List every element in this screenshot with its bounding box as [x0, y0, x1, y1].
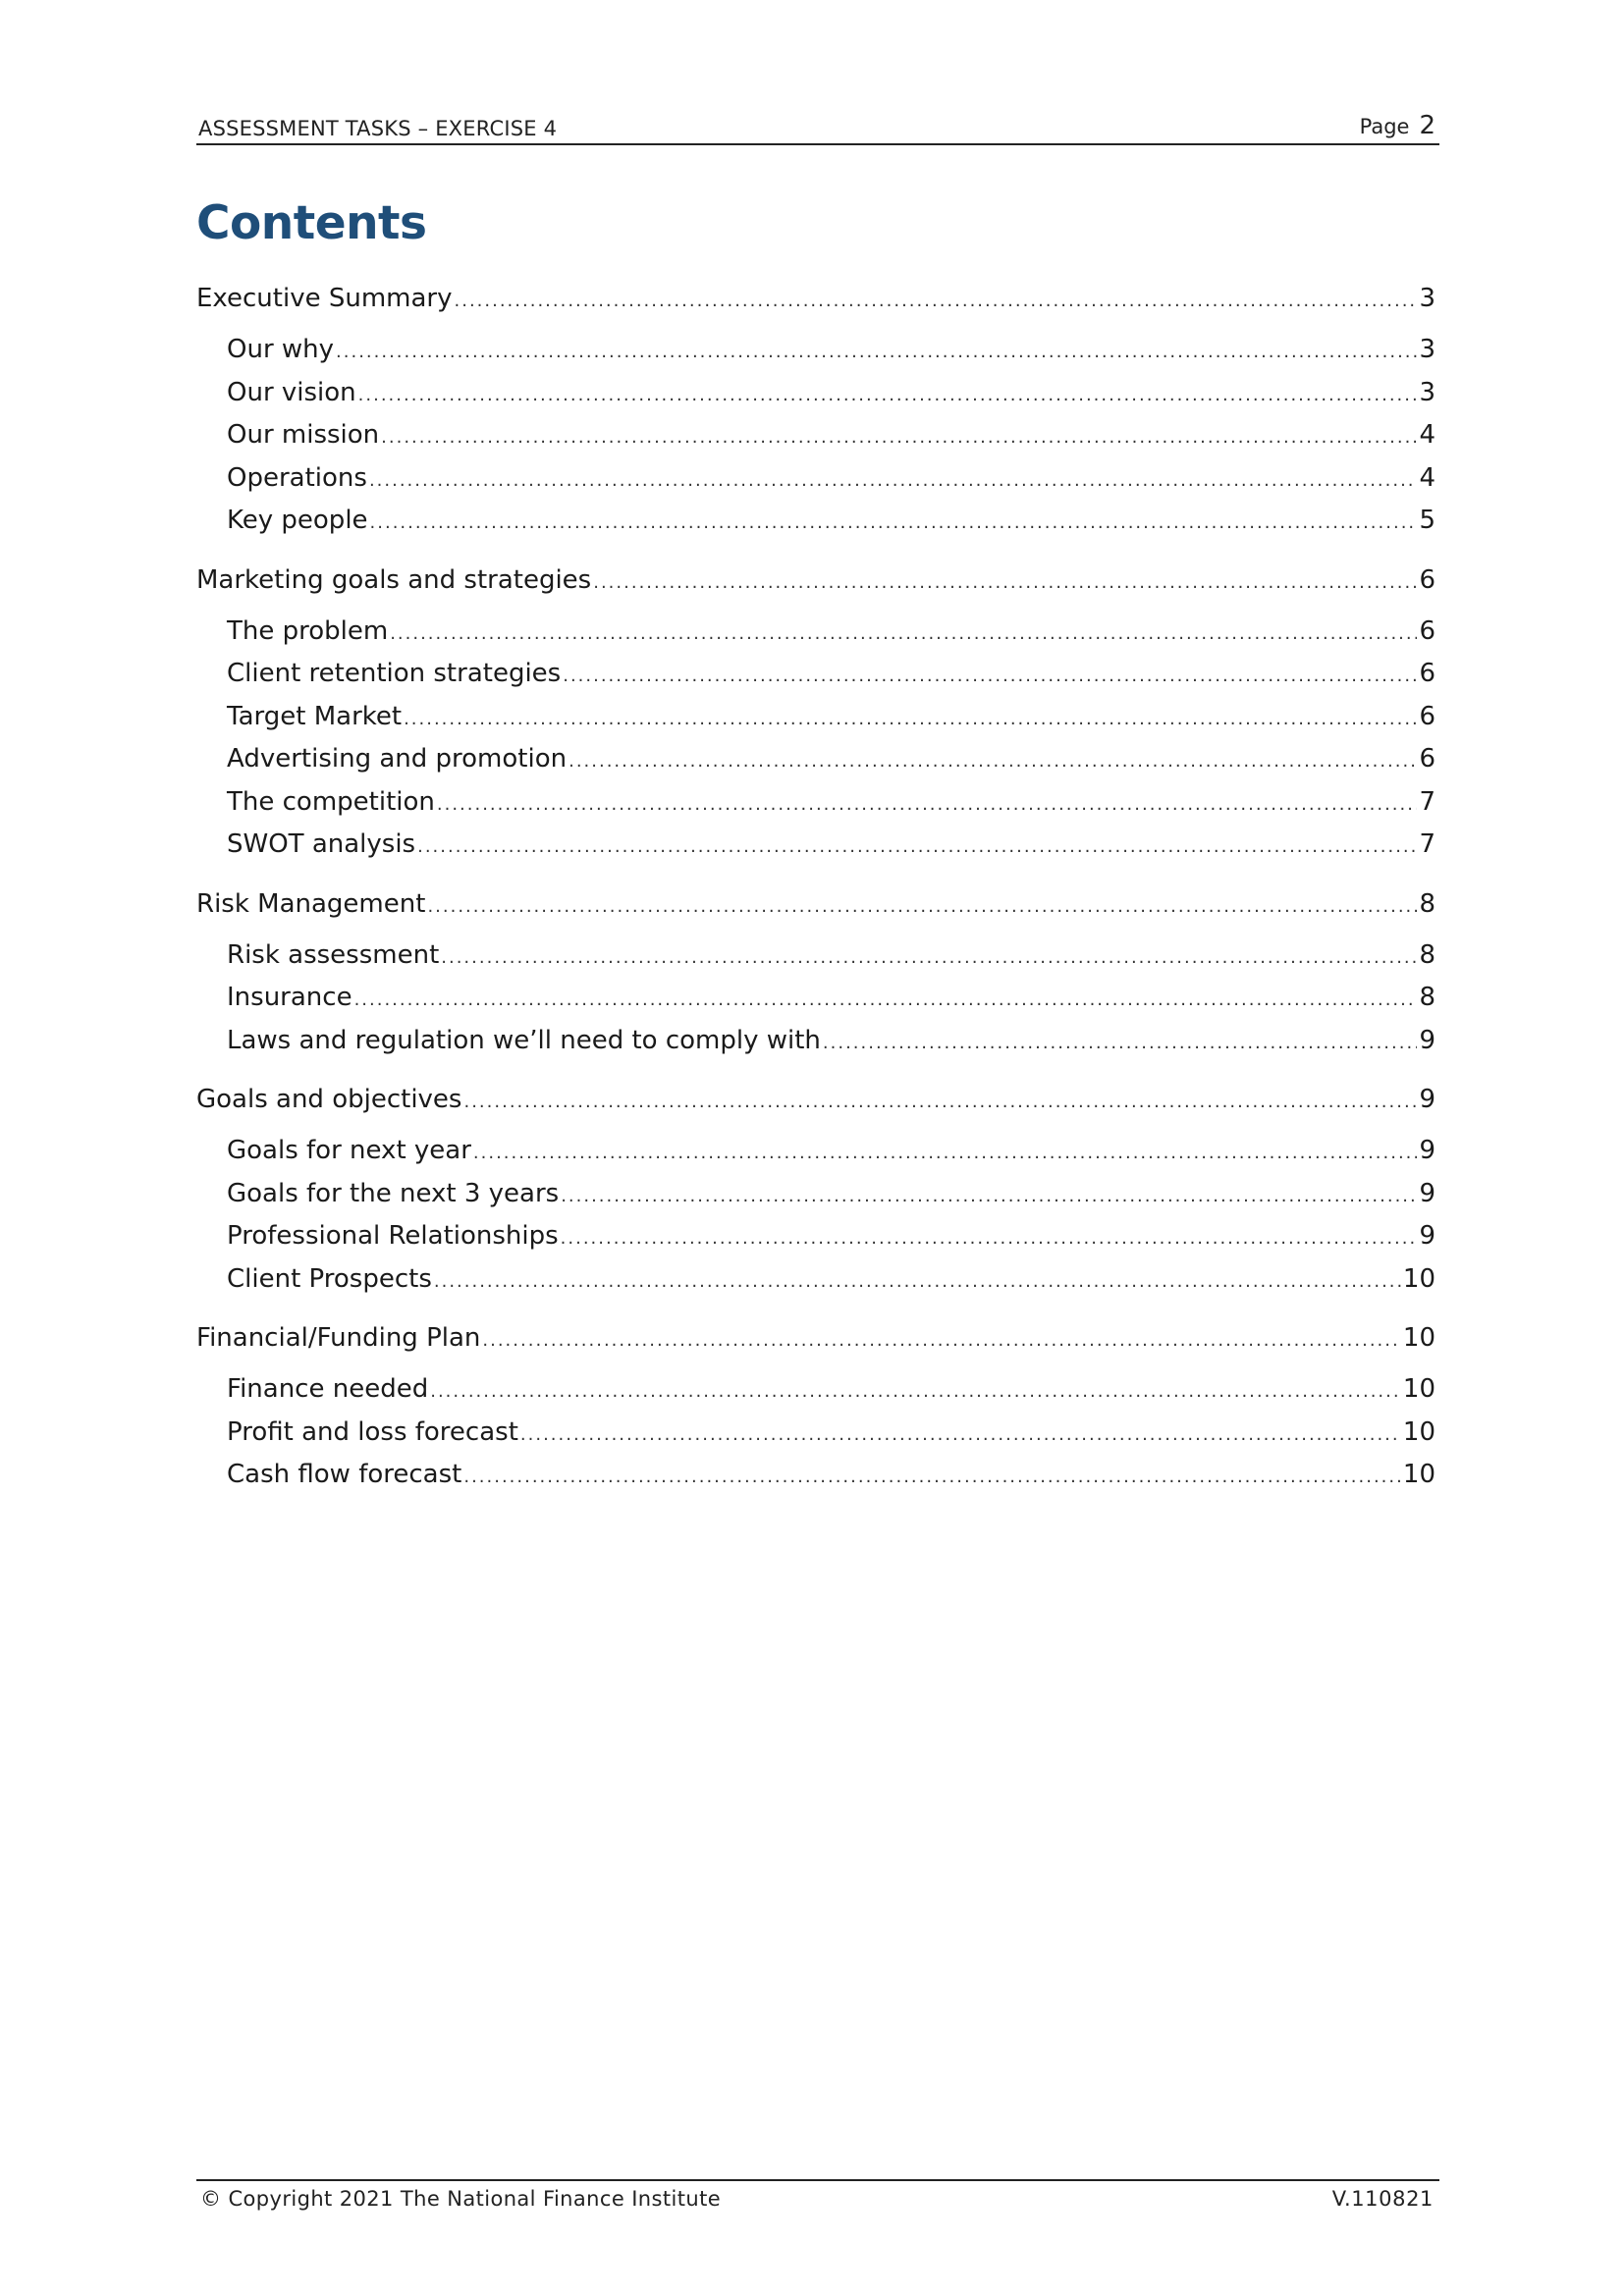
toc-entry-page-number: 7 — [1419, 829, 1435, 859]
toc-entry-label: Goals for next year — [227, 1136, 471, 1165]
toc-entry-label: Key people — [227, 506, 368, 535]
toc-subsection-entry[interactable] — [196, 934, 1439, 978]
toc-entry-page-number: 6 — [1419, 564, 1435, 595]
toc-dot-leader — [358, 374, 1418, 417]
toc-entry-label: Risk Management — [196, 888, 426, 919]
toc-entry-page-number: 10 — [1402, 1460, 1435, 1489]
toc-subsection-entry[interactable] — [196, 372, 1439, 415]
toc-dot-leader — [561, 1217, 1418, 1260]
toc-subsection-entry[interactable] — [196, 1368, 1439, 1412]
toc-section — [196, 277, 1439, 543]
toc-dot-leader — [430, 1370, 1401, 1414]
toc-dot-leader — [441, 936, 1417, 980]
toc-dot-leader — [593, 561, 1417, 605]
toc-subsection-entry[interactable] — [196, 1020, 1439, 1063]
header-page-number: 2 — [1419, 111, 1435, 140]
toc-dot-leader — [427, 884, 1417, 929]
toc-subsection-entry[interactable] — [196, 1215, 1439, 1258]
toc-subsection-entry[interactable] — [196, 329, 1439, 372]
toc-dot-leader — [482, 1318, 1401, 1362]
toc-dot-leader — [473, 1132, 1418, 1175]
toc-entry-label: SWOT analysis — [227, 829, 416, 859]
toc-entry-label: Profit and loss forecast — [227, 1416, 518, 1447]
toc-entry-page-number: 10 — [1402, 1263, 1435, 1294]
toc-dot-leader — [369, 459, 1418, 503]
toc-entry-page-number: 3 — [1419, 335, 1435, 364]
toc-subsection-entry[interactable] — [196, 1130, 1439, 1173]
toc-dot-leader — [354, 979, 1418, 1022]
toc-entry-label: Client retention strategies — [227, 659, 562, 688]
toc-entry-page-number: 3 — [1419, 377, 1435, 407]
toc-entry-page-number: 3 — [1419, 284, 1435, 313]
toc-section — [196, 559, 1439, 867]
toc-entry-page-number: 9 — [1419, 1085, 1435, 1114]
toc-section — [196, 882, 1439, 1063]
toc-dot-leader — [568, 740, 1417, 783]
toc-dot-leader — [381, 416, 1417, 459]
toc-dot-leader — [463, 1080, 1417, 1124]
toc-subsection-entry[interactable] — [196, 1258, 1439, 1302]
toc-entry-page-number: 8 — [1419, 939, 1435, 970]
header-title: ASSESSMENT TASKS – EXERCISE 4 — [198, 117, 558, 140]
toc-entry-label: Advertising and promotion — [227, 744, 568, 774]
contents-title: Contents — [196, 196, 427, 250]
toc-dot-leader — [437, 783, 1418, 827]
toc-subsection-entry[interactable] — [196, 738, 1439, 781]
toc-section-entry[interactable] — [196, 1316, 1439, 1361]
toc-entry-label: Finance needed — [227, 1374, 429, 1404]
toc-entry-label: Goals for the next 3 years — [227, 1178, 560, 1208]
toc-entry-label: Our why — [227, 335, 335, 364]
toc-subsection-entry[interactable] — [196, 611, 1439, 654]
toc-entry-page-number: 8 — [1419, 888, 1435, 919]
toc-entry-label: The problem — [227, 615, 389, 646]
toc-entry-page-number: 9 — [1419, 1221, 1435, 1251]
toc-subsection-entry[interactable] — [196, 781, 1439, 825]
toc-section-entry[interactable] — [196, 559, 1439, 603]
toc-subsection-entry[interactable] — [196, 457, 1439, 501]
toc-dot-leader — [823, 1022, 1418, 1065]
toc-entry-page-number: 7 — [1419, 786, 1435, 817]
toc-subsection-entry[interactable] — [196, 653, 1439, 696]
toc-entry-label: Operations — [227, 462, 367, 493]
toc-subsection-entry[interactable] — [196, 696, 1439, 739]
table-of-contents — [196, 277, 1439, 1513]
toc-entry-page-number: 8 — [1419, 983, 1435, 1012]
toc-entry-page-number: 10 — [1402, 1374, 1435, 1404]
toc-entry-page-number: 6 — [1419, 701, 1435, 731]
toc-entry-label: Financial/Funding Plan — [196, 1323, 481, 1353]
toc-entry-page-number: 10 — [1402, 1323, 1435, 1353]
toc-subsection-entry[interactable] — [196, 500, 1439, 543]
toc-entry-page-number: 4 — [1419, 420, 1435, 450]
page-footer — [196, 2179, 1439, 2215]
toc-entry-label: Risk assessment — [227, 939, 440, 970]
toc-dot-leader — [563, 655, 1417, 698]
toc-dot-leader — [561, 1175, 1417, 1218]
toc-subsection-entry[interactable] — [196, 824, 1439, 867]
toc-entry-page-number: 10 — [1402, 1416, 1435, 1447]
toc-entry-page-number: 9 — [1419, 1025, 1435, 1055]
toc-entry-label: Insurance — [227, 983, 352, 1012]
toc-dot-leader — [390, 613, 1417, 656]
toc-entry-page-number: 9 — [1419, 1178, 1435, 1208]
toc-dot-leader — [404, 698, 1417, 741]
toc-section — [196, 1316, 1439, 1497]
toc-entry-page-number: 5 — [1419, 506, 1435, 535]
toc-entry-label: Marketing goals and strategies — [196, 564, 592, 595]
page-header — [196, 111, 1439, 145]
toc-entry-label: Our mission — [227, 420, 380, 450]
toc-subsection-entry[interactable] — [196, 1412, 1439, 1455]
toc-entry-label: Target Market — [227, 701, 403, 731]
toc-section-entry[interactable] — [196, 1078, 1439, 1122]
toc-subsection-entry[interactable] — [196, 1454, 1439, 1497]
toc-entry-page-number: 6 — [1419, 744, 1435, 774]
toc-dot-leader — [336, 331, 1417, 374]
toc-section — [196, 1078, 1439, 1301]
toc-dot-leader — [463, 1456, 1401, 1499]
toc-entry-label: Professional Relationships — [227, 1221, 559, 1251]
toc-dot-leader — [434, 1260, 1401, 1304]
toc-entry-label: Goals and objectives — [196, 1085, 462, 1114]
toc-entry-page-number: 9 — [1419, 1136, 1435, 1165]
toc-dot-leader — [417, 826, 1417, 869]
toc-section-entry[interactable] — [196, 882, 1439, 927]
toc-entry-page-number: 6 — [1419, 659, 1435, 688]
toc-dot-leader — [455, 279, 1418, 323]
toc-entry-label: Cash flow forecast — [227, 1460, 462, 1489]
toc-entry-label: The competition — [227, 786, 435, 817]
toc-entry-label: Executive Summary — [196, 284, 453, 313]
toc-dot-leader — [520, 1414, 1401, 1457]
toc-subsection-entry[interactable] — [196, 1173, 1439, 1216]
toc-entry-page-number: 4 — [1419, 462, 1435, 493]
toc-subsection-entry[interactable] — [196, 977, 1439, 1020]
toc-entry-label: Laws and regulation we’ll need to comply with — [227, 1025, 821, 1055]
header-page-label: Page — [1359, 115, 1410, 138]
toc-section-entry[interactable] — [196, 277, 1439, 321]
footer-version: V.110821 — [1331, 2187, 1434, 2211]
toc-entry-label: Our vision — [227, 377, 356, 407]
footer-copyright: © Copyright 2021 The National Finance Institute — [200, 2187, 722, 2211]
toc-entry-label: Client Prospects — [227, 1263, 432, 1294]
toc-dot-leader — [370, 502, 1418, 545]
toc-subsection-entry[interactable] — [196, 414, 1439, 457]
header-page-indicator — [1360, 111, 1435, 140]
toc-entry-page-number: 6 — [1419, 615, 1435, 646]
